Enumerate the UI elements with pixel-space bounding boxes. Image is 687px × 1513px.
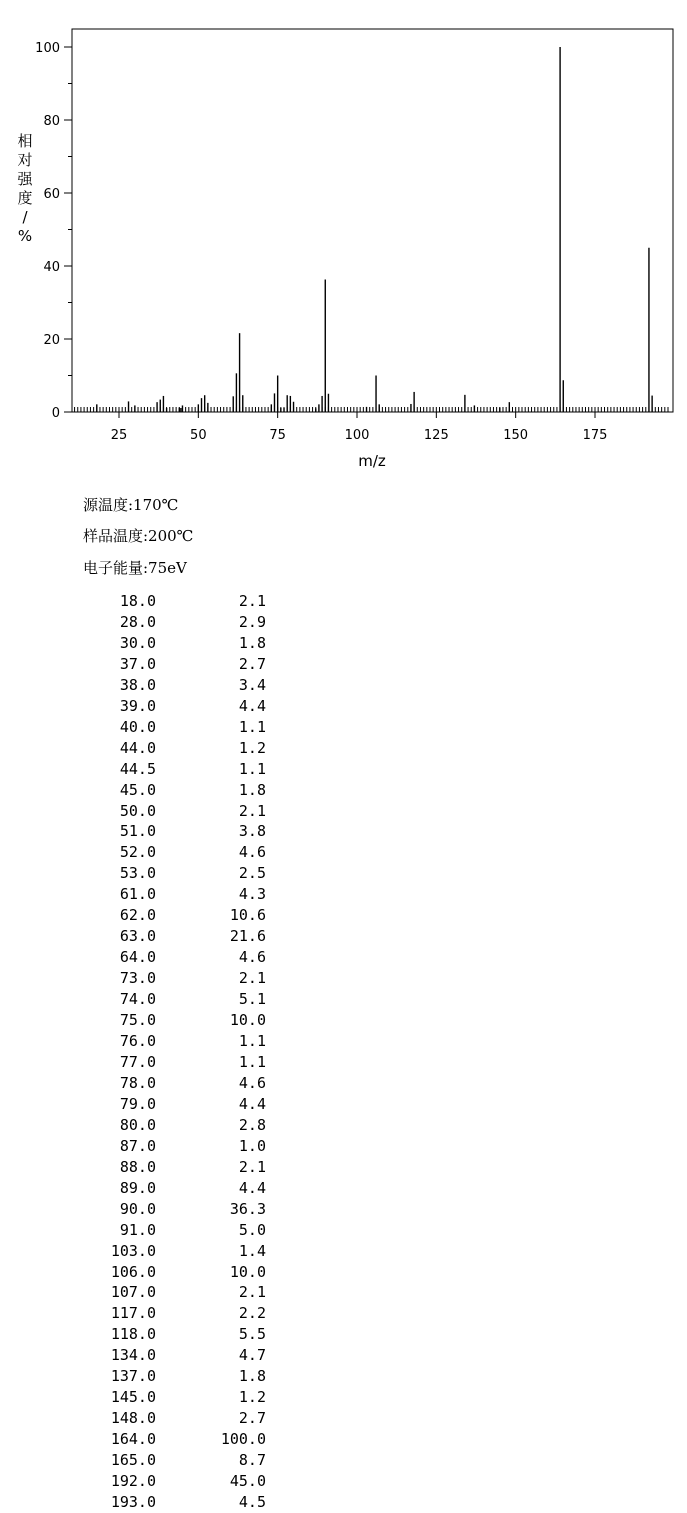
- mz-cell: 28.0: [119, 612, 156, 631]
- intensity-cell: 2.1: [238, 969, 266, 988]
- intensity-cell: 2.7: [238, 1409, 266, 1428]
- intensity-cell: 2.1: [238, 1157, 266, 1176]
- table-row: [95, 780, 266, 801]
- intensity-cell: 2.5: [238, 864, 266, 883]
- mz-cell: 73.0: [119, 969, 156, 988]
- mz-cell: 76.0: [119, 1032, 156, 1051]
- intensity-cell: 3.8: [238, 822, 266, 841]
- mz-cell: 44.5: [119, 759, 156, 778]
- intensity-cell: 1.2: [238, 1388, 266, 1407]
- y-tick-label: 80: [43, 114, 60, 129]
- mz-cell: 103.0: [110, 1241, 156, 1260]
- intensity-cell: 1.8: [238, 633, 266, 652]
- intensity-cell: 4.4: [238, 1094, 266, 1113]
- intensity-cell: 1.0: [238, 1136, 266, 1155]
- table-row: [95, 633, 266, 654]
- mz-cell: 39.0: [119, 696, 156, 715]
- intensity-cell: 2.7: [238, 654, 266, 673]
- sample-temperature: 样品温度:200℃: [83, 527, 194, 545]
- mz-cell: 106.0: [110, 1262, 156, 1281]
- intensity-cell: 2.8: [238, 1115, 266, 1134]
- mz-cell: 30.0: [119, 633, 156, 652]
- mz-cell: 37.0: [119, 654, 156, 673]
- table-row: [95, 1324, 266, 1345]
- intensity-cell: 2.9: [238, 612, 266, 631]
- table-row: [95, 654, 266, 675]
- mz-cell: 44.0: [119, 738, 156, 757]
- intensity-cell: 1.2: [238, 738, 266, 757]
- intensity-cell: 1.8: [238, 1367, 266, 1386]
- intensity-cell: 4.6: [238, 1073, 266, 1092]
- mz-cell: 117.0: [110, 1304, 156, 1323]
- intensity-cell: 10.0: [229, 1011, 266, 1030]
- mz-cell: 165.0: [110, 1451, 156, 1470]
- mz-cell: 78.0: [119, 1073, 156, 1092]
- table-row: [95, 1136, 266, 1157]
- y-axis-title-char: 相: [17, 132, 33, 150]
- y-tick-label: 20: [43, 333, 60, 348]
- mz-cell: 134.0: [110, 1346, 156, 1365]
- intensity-cell: 1.8: [238, 780, 266, 799]
- mz-cell: 61.0: [119, 885, 156, 904]
- mz-cell: 45.0: [119, 780, 156, 799]
- table-row: [95, 675, 266, 696]
- table-row: [95, 1157, 266, 1178]
- y-axis-title-char: 强: [17, 170, 33, 188]
- mz-cell: 79.0: [119, 1094, 156, 1113]
- x-tick-label: 75: [269, 428, 286, 443]
- intensity-cell: 1.1: [238, 759, 266, 778]
- mz-cell: 63.0: [119, 927, 156, 946]
- table-row: [95, 968, 266, 989]
- mz-cell: 64.0: [119, 948, 156, 967]
- mz-cell: 77.0: [119, 1052, 156, 1071]
- table-row: [95, 1345, 266, 1366]
- table-row: [95, 1199, 266, 1220]
- table-row: [95, 1492, 266, 1513]
- intensity-cell: 1.1: [238, 1052, 266, 1071]
- table-row: [95, 842, 266, 863]
- x-axis-title: m/z: [358, 452, 386, 470]
- mz-cell: 50.0: [119, 801, 156, 820]
- intensity-cell: 5.1: [238, 990, 266, 1009]
- table-row: [95, 1387, 266, 1408]
- y-axis-title-char: %: [17, 227, 33, 245]
- mz-cell: 74.0: [119, 990, 156, 1009]
- intensity-cell: 4.6: [238, 948, 266, 967]
- table-row: [95, 759, 266, 780]
- table-row: [95, 884, 266, 905]
- table-row: [95, 1471, 266, 1492]
- table-row: [95, 821, 266, 842]
- x-tick-label: 150: [503, 428, 529, 443]
- mz-cell: 53.0: [119, 864, 156, 883]
- table-row: [95, 863, 266, 884]
- mz-cell: 89.0: [119, 1178, 156, 1197]
- peak-bars: [97, 47, 652, 412]
- intensity-cell: 45.0: [229, 1472, 266, 1491]
- mz-cell: 51.0: [119, 822, 156, 841]
- intensity-cell: 4.5: [238, 1492, 266, 1511]
- mz-cell: 193.0: [110, 1492, 156, 1511]
- mz-cell: 52.0: [119, 843, 156, 862]
- table-row: [95, 1115, 266, 1136]
- mz-cell: 118.0: [110, 1325, 156, 1344]
- x-tick-label: 50: [190, 428, 207, 443]
- table-row: [95, 1220, 266, 1241]
- intensity-cell: 3.4: [238, 675, 266, 694]
- y-tick-label: 40: [43, 260, 60, 275]
- y-axis-title: [17, 132, 33, 245]
- table-row: [95, 1052, 266, 1073]
- intensity-cell: 4.7: [238, 1346, 266, 1365]
- table-row: [95, 1073, 266, 1094]
- mz-cell: 91.0: [119, 1220, 156, 1239]
- y-tick-label: 0: [51, 406, 60, 421]
- table-row: [95, 1031, 266, 1052]
- mz-cell: 62.0: [119, 906, 156, 925]
- peak-table: [95, 591, 266, 1513]
- table-row: [95, 1408, 266, 1429]
- intensity-cell: 36.3: [229, 1199, 266, 1218]
- intensity-cell: 10.0: [229, 1262, 266, 1281]
- mz-cell: 88.0: [119, 1157, 156, 1176]
- table-row: [95, 1241, 266, 1262]
- mz-cell: 38.0: [119, 675, 156, 694]
- intensity-cell: 5.5: [238, 1325, 266, 1344]
- table-row: [95, 1010, 266, 1031]
- table-row: [95, 696, 266, 717]
- y-tick-label: 60: [43, 187, 60, 202]
- intensity-cell: 2.1: [238, 1283, 266, 1302]
- mz-cell: 192.0: [110, 1472, 156, 1491]
- mass-spectrum-chart: [0, 0, 687, 480]
- intensity-cell: 4.6: [238, 843, 266, 862]
- intensity-cell: 1.4: [238, 1241, 266, 1260]
- mz-cell: 107.0: [110, 1283, 156, 1302]
- x-tick-label: 100: [344, 428, 370, 443]
- plot-frame: [72, 29, 673, 412]
- mz-cell: 137.0: [110, 1367, 156, 1386]
- mz-cell: 145.0: [110, 1388, 156, 1407]
- intensity-cell: 10.6: [229, 906, 266, 925]
- intensity-cell: 2.1: [238, 801, 266, 820]
- intensity-cell: 2.1: [238, 592, 266, 610]
- mz-cell: 90.0: [119, 1199, 156, 1218]
- table-row: [95, 801, 266, 822]
- y-axis-title-char: 对: [17, 151, 33, 169]
- x-tick-label: 125: [423, 428, 449, 443]
- mz-cell: 164.0: [110, 1430, 156, 1449]
- intensity-cell: 4.4: [238, 696, 266, 715]
- table-row: [95, 1262, 266, 1283]
- intensity-cell: 4.4: [238, 1178, 266, 1197]
- table-row: [95, 1282, 266, 1303]
- table-row: [95, 591, 266, 612]
- mz-cell: 148.0: [110, 1409, 156, 1428]
- table-row: [95, 612, 266, 633]
- y-tick-label: 100: [35, 41, 60, 56]
- mz-cell: 18.0: [119, 592, 156, 610]
- electron-energy: 电子能量:75eV: [83, 559, 187, 577]
- x-tick-label: 25: [110, 428, 128, 443]
- y-axis-ticks: [35, 41, 72, 421]
- mz-cell: 40.0: [119, 717, 156, 736]
- table-row: [95, 947, 266, 968]
- intensity-cell: 2.2: [238, 1304, 266, 1323]
- intensity-cell: 5.0: [238, 1220, 266, 1239]
- table-row: [95, 989, 266, 1010]
- table-row: [95, 1429, 266, 1450]
- source-temperature: 源温度:170℃: [83, 496, 179, 514]
- intensity-cell: 1.1: [238, 1032, 266, 1051]
- table-row: [95, 905, 266, 926]
- table-row: [95, 926, 266, 947]
- intensity-cell: 8.7: [238, 1451, 266, 1470]
- intensity-cell: 21.6: [229, 927, 266, 946]
- x-tick-label: 175: [582, 428, 608, 443]
- intensity-cell: 1.1: [238, 717, 266, 736]
- x-axis-ticks: [111, 412, 608, 443]
- y-axis-title-char: /: [22, 208, 28, 226]
- table-row: [95, 717, 266, 738]
- table-row: [95, 1366, 266, 1387]
- table-row: [95, 1178, 266, 1199]
- table-row: [95, 1450, 266, 1471]
- y-axis-title-char: 度: [17, 189, 33, 207]
- mz-cell: 87.0: [119, 1136, 156, 1155]
- mz-cell: 75.0: [119, 1011, 156, 1030]
- intensity-cell: 100.0: [220, 1430, 266, 1449]
- table-row: [95, 1094, 266, 1115]
- intensity-cell: 4.3: [238, 885, 266, 904]
- table-row: [95, 738, 266, 759]
- mz-cell: 80.0: [119, 1115, 156, 1134]
- table-row: [95, 1303, 266, 1324]
